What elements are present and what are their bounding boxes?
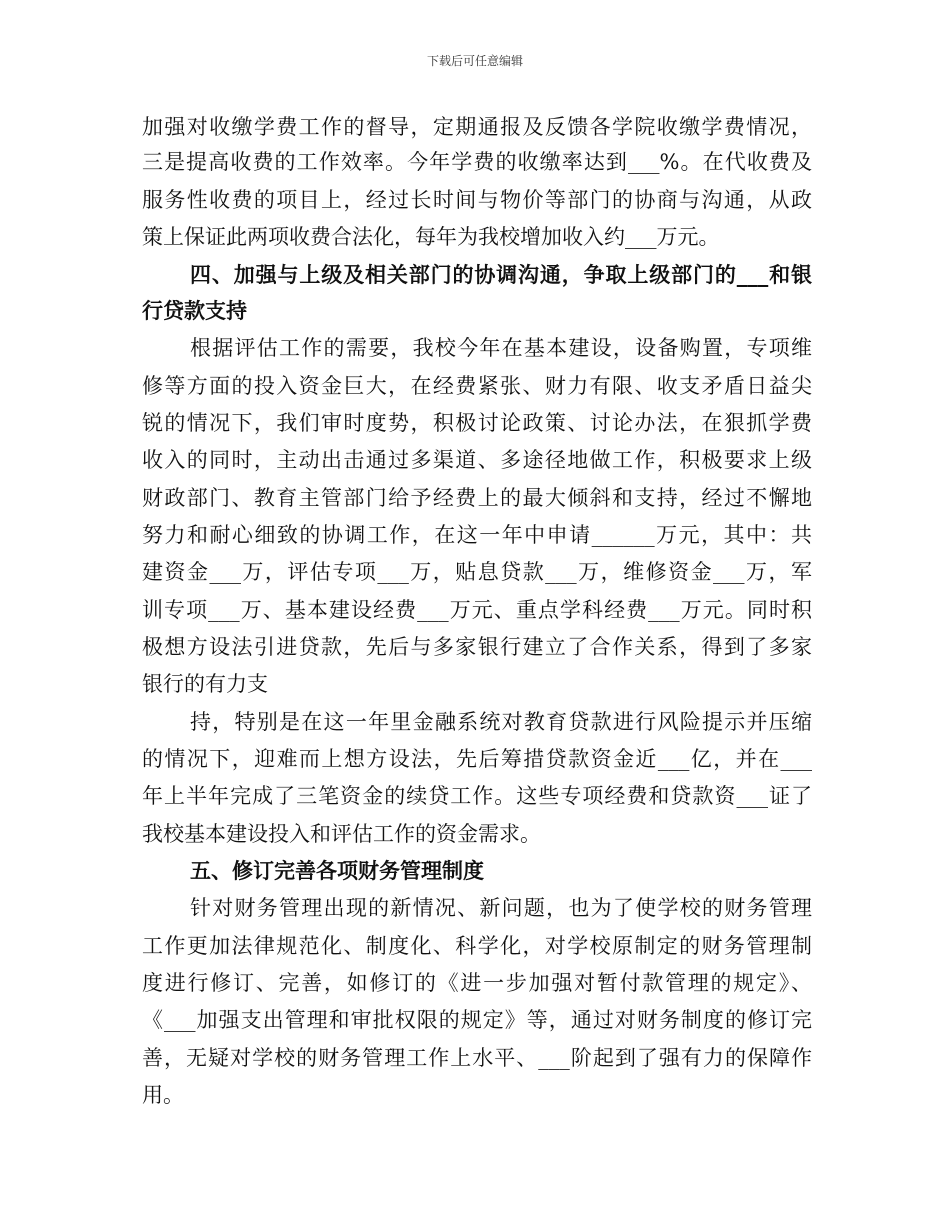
text-line: 根据评估工作的需要，我校今年在基本建设，设备购置，专项维 bbox=[190, 336, 812, 360]
text-line: 针对财务管理出现的新情况、新问题，也为了使学校的财务管理 bbox=[190, 896, 812, 920]
text-line: 的情况下，迎难而上想方设法，先后筹措贷款资金近___亿，并在___ bbox=[142, 747, 812, 771]
text-line: 我校基本建设投入和评估工作的资金需求。 bbox=[142, 822, 541, 846]
text-line: 修等方面的投入资金巨大，在经费紧张、财力有限、收支矛盾日益尖 bbox=[142, 374, 812, 398]
text-line: 银行的有力支 bbox=[142, 672, 268, 696]
text-line: 锐的情况下，我们审时度势，积极讨论政策、讨论办法，在狠抓学费 bbox=[142, 411, 812, 435]
text-line: 服务性收费的项目上，经过长时间与物价等部门的协商与沟通，从政 bbox=[142, 188, 812, 212]
text-line: 度进行修订、完善，如修订的《进一步加强对暂付款管理的规定》、 bbox=[142, 971, 812, 995]
text-line: 加强对收缴学费工作的督导，定期通报及反馈各学院收缴学费情况， bbox=[142, 115, 812, 139]
text-line: 持，特别是在这一年里金融系统对教育贷款进行风险提示并压缩 bbox=[190, 710, 812, 734]
text-line: 极想方设法引进贷款，先后与多家银行建立了合作关系，得到了多家 bbox=[142, 635, 812, 659]
section-heading-4: 四、加强与上级及相关部门的协调沟通，争取上级部门的___和银 bbox=[190, 262, 812, 287]
text-line: 《___加强支出管理和审批权限的规定》等，通过对财务制度的修订完 bbox=[142, 1008, 812, 1032]
text-line: 工作更加法律规范化、制度化、科学化，对学校原制定的财务管理制 bbox=[142, 934, 812, 958]
text-line: 努力和耐心细致的协调工作，在这一年中申请______万元，其中：共 bbox=[142, 523, 812, 547]
text-line: 训专项___万、基本建设经费___万元、重点学科经费___万元。同时积 bbox=[142, 598, 812, 622]
text-line: 财政部门、教育主管部门给予经费上的最大倾斜和支持，经过不懈地 bbox=[142, 486, 812, 510]
text-line: 策上保证此两项收费合法化，每年为我校增加收入约___万元。 bbox=[142, 225, 720, 249]
text-line: 收入的同时，主动出击通过多渠道、多途径地做工作，积极要求上级 bbox=[142, 448, 812, 472]
text-line: 建资金___万，评估专项___万，贴息贷款___万，维修资金___万，军 bbox=[142, 560, 812, 584]
section-heading-4-cont: 行贷款支持 bbox=[142, 298, 247, 323]
section-heading-5: 五、修订完善各项财务管理制度 bbox=[190, 858, 484, 883]
text-line: 用。 bbox=[142, 1083, 184, 1107]
text-line: 三是提高收费的工作效率。今年学费的收缴率达到___%。在代收费及 bbox=[142, 150, 812, 174]
text-line: 年上半年完成了三笔资金的续贷工作。这些专项经费和贷款资___证了 bbox=[142, 784, 812, 808]
text-line: 善，无疑对学校的财务管理工作上水平、___阶起到了强有力的保障作 bbox=[142, 1046, 812, 1070]
page-header-note: 下载后可任意编辑 bbox=[426, 54, 523, 68]
